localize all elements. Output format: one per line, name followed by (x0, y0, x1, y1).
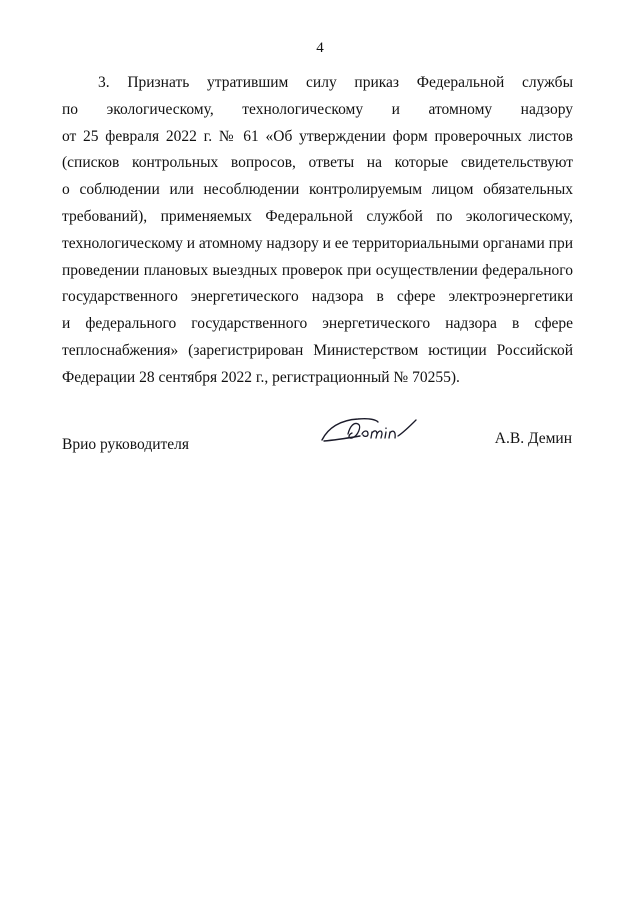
paragraph-line: 3. Признать утратившим силу приказ Федеральной службы (98, 74, 573, 91)
paragraph-line: государственного энергетического надзора в сфере электроэнергетики (62, 288, 573, 306)
page-number: 4 (316, 40, 324, 56)
paragraph-line: и федерального государственного энергетического надзора в сфере (62, 315, 573, 333)
paragraph-line: технологическому и атомному надзору и ее территориальными органами при (62, 234, 573, 252)
signatory-position: Врио руководителя (62, 436, 190, 453)
paragraph-line: от 25 февраля 2022 г. № 61 «Об утверждении форм проверочных листов (62, 127, 573, 145)
paragraph-line: теплоснабжения» (зарегистрирован Министерством юстиции Российской (62, 341, 573, 359)
paragraph-line: о соблюдении или несоблюдении контролируемым лицом обязательных (62, 181, 573, 199)
handwritten-signature (318, 410, 428, 450)
signatory-name: А.В. Демин (494, 430, 572, 447)
paragraph-line: (списков контрольных вопросов, ответы на которые свидетельствуют (62, 154, 573, 172)
paragraph-line: проведении плановых выездных проверок при осуществлении федерального (62, 261, 573, 279)
paragraph-line: по экологическому, технологическому и атомному надзору (62, 100, 573, 118)
paragraph-line: требований), применяемых Федеральной службой по экологическому, (62, 207, 573, 225)
paragraph-line: Федерации 28 сентября 2022 г., регистрационный № 70255). (62, 368, 460, 386)
paragraph-3 (62, 70, 573, 392)
